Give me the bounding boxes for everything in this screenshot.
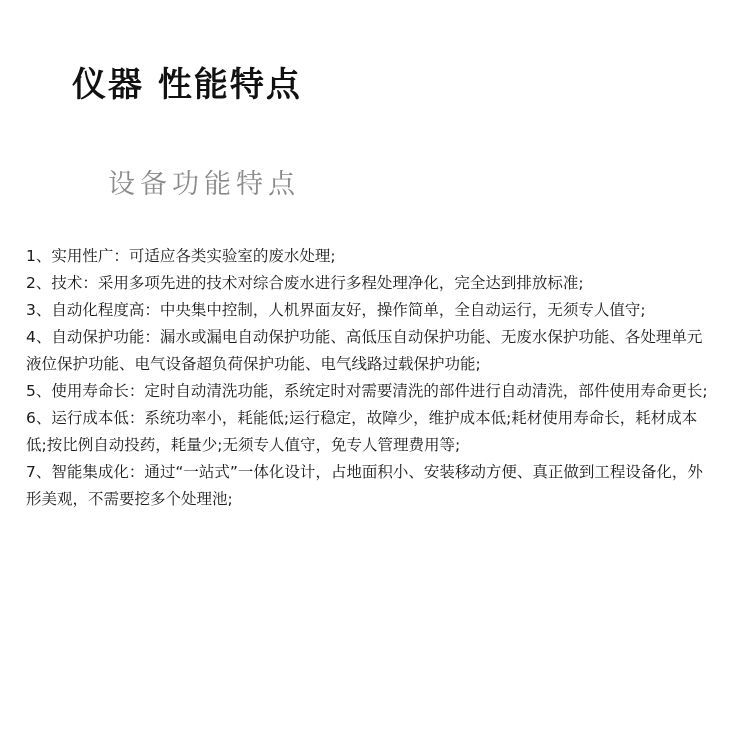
feature-list bbox=[26, 243, 716, 513]
section-subtitle: 设备功能特点 bbox=[108, 169, 300, 200]
feature-item-service-life: 5、使用寿命长：定时自动清洗功能，系统定时对需要清洗的部件进行自动清洗，部件使用寿命更长; bbox=[26, 382, 708, 400]
feature-item-technology: 2、技术：采用多项先进的技术对综合废水进行多程处理净化，完全达到排放标准; bbox=[26, 274, 584, 292]
page-title: 仪器 性能特点 bbox=[72, 65, 302, 105]
feature-item-operating-cost: 6、运行成本低：系统功率小，耗能低;运行稳定，故障少，维护成本低;耗材使用寿命长，耗材成本低;按比例自动投药，耗量少;无须专人值守，免专人管理费用等; bbox=[26, 409, 698, 454]
feature-item-practicality: 1、实用性广：可适应各类实验室的废水处理; bbox=[26, 247, 336, 265]
feature-item-automation: 3、自动化程度高：中央集中控制，人机界面友好，操作简单，全自动运行，无须专人值守; bbox=[26, 301, 646, 319]
feature-item-integration: 7、智能集成化：通过“一站式”一体化设计，占地面积小、安装移动方便、真正做到工程设备化，外形美观，不需要挖多个处理池; bbox=[26, 463, 703, 508]
feature-item-auto-protection: 4、自动保护功能：漏水或漏电自动保护功能、高低压自动保护功能、无废水保护功能、各处理单元液位保护功能、电气设备超负荷保护功能、电气线路过载保护功能; bbox=[26, 328, 703, 373]
